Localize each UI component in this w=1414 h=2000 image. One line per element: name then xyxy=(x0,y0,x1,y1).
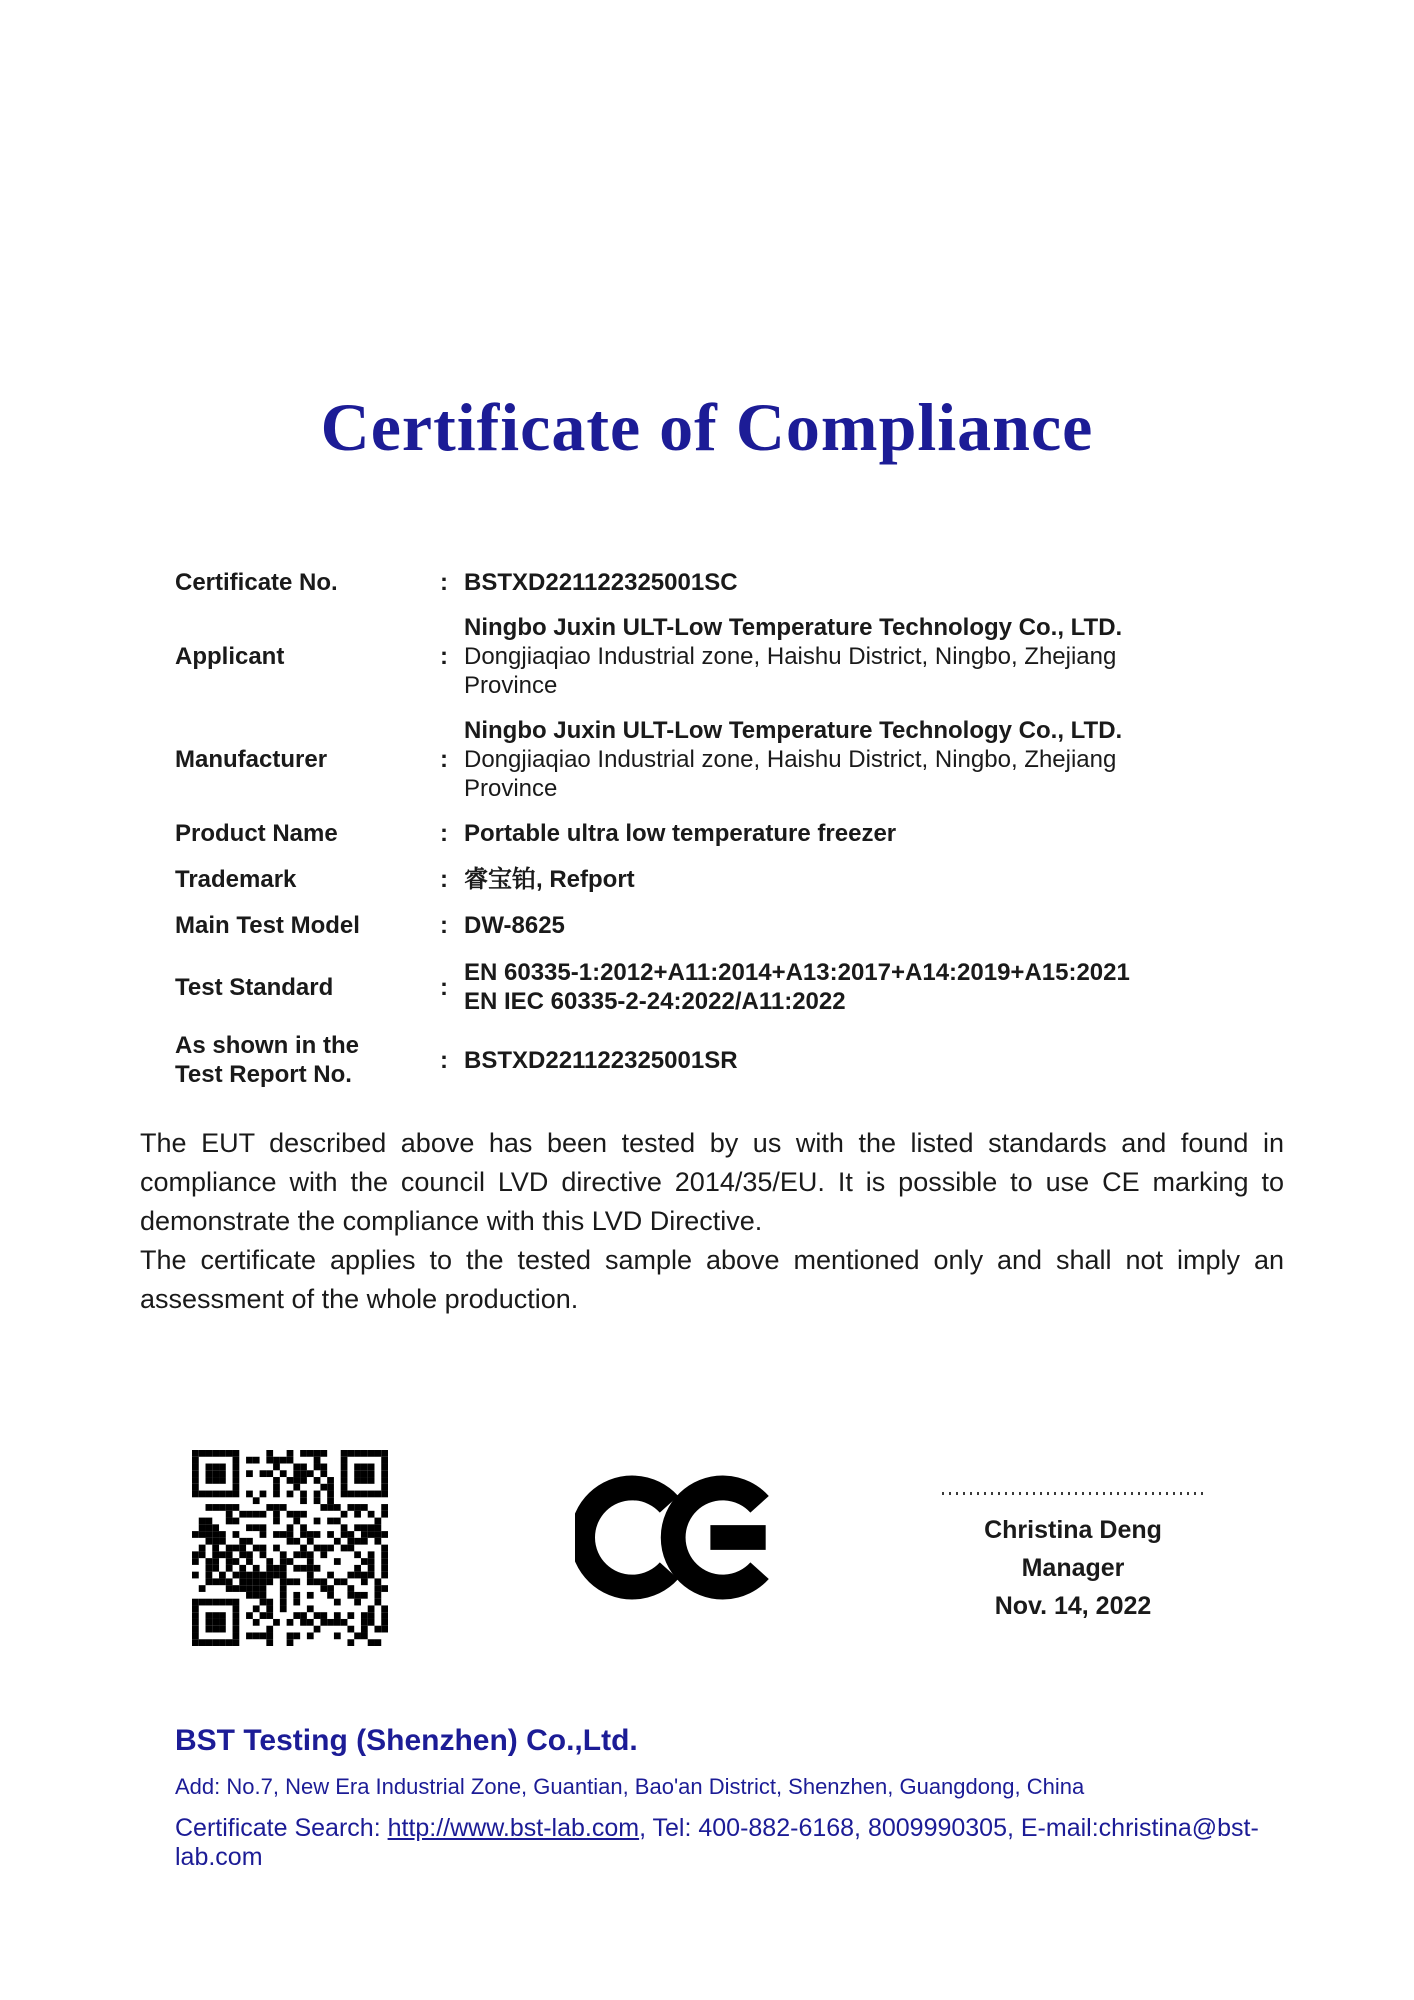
footer-company-name: BST Testing (Shenzhen) Co.,Ltd. xyxy=(175,1724,638,1757)
field-value xyxy=(464,613,1205,700)
field-colon: : xyxy=(440,569,448,596)
field-row-trademark xyxy=(175,865,1205,894)
certificate-search-link[interactable]: http://www.bst-lab.com xyxy=(387,1814,640,1842)
field-colon: : xyxy=(440,912,448,939)
field-colon: : xyxy=(440,820,448,847)
field-colon: : xyxy=(440,1046,448,1074)
manufacturer-address-1: Dongjiaqiao Industrial zone, Haishu District, Ningbo, Zhejiang xyxy=(464,746,1117,773)
field-row-test-standard xyxy=(175,958,1205,1016)
applicant-company: Ningbo Juxin ULT-Low Temperature Technology Co., LTD. xyxy=(464,614,1123,641)
issuer-footer xyxy=(175,1724,1285,1872)
signature-block xyxy=(942,1492,1204,1625)
signatory-name: Christina Deng xyxy=(984,1516,1162,1544)
field-row-certificate-no xyxy=(175,568,1205,597)
field-label: Manufacturer xyxy=(175,746,328,773)
footer-address: Add: No.7, New Era Industrial Zone, Guantian, Bao'an District, Shenzhen, Guangdong, China xyxy=(175,1774,1085,1799)
signatory-role: Manager xyxy=(1021,1554,1125,1582)
field-label: Main Test Model xyxy=(175,912,360,939)
applicant-address-2: Province xyxy=(464,672,558,699)
signature-date: Nov. 14, 2022 xyxy=(994,1592,1152,1620)
field-label: Product Name xyxy=(175,820,338,847)
field-value: DW-8625 xyxy=(464,912,565,939)
field-row-product-name xyxy=(175,819,1205,848)
field-value: 睿宝铂, Refport xyxy=(464,866,635,893)
field-colon: : xyxy=(440,746,448,773)
field-value: BSTXD221122325001SC xyxy=(464,569,738,596)
field-value: Portable ultra low temperature freezer xyxy=(464,820,897,847)
field-row-main-test-model xyxy=(175,911,1205,940)
test-standard-line-2: EN IEC 60335-2-24:2022/A11:2022 xyxy=(464,988,846,1015)
certificate-body-text xyxy=(140,1124,1284,1319)
test-standard-line-1: EN 60335-1:2012+A11:2014+A13:2017+A14:2019+A15:2021 xyxy=(464,959,1130,986)
test-report-label-line-1: As shown in the xyxy=(175,1032,360,1059)
footer-contact-line xyxy=(175,1814,1285,1872)
field-colon: : xyxy=(440,643,448,670)
body-paragraph-2: The certificate applies to the tested sample above mentioned only and shall not imply an assessment of the whole production. xyxy=(140,1245,1284,1314)
test-report-label-line-2: Test Report No. xyxy=(175,1061,352,1088)
field-row-test-report-no xyxy=(175,1031,1205,1089)
field-label xyxy=(175,1031,440,1089)
field-row-manufacturer xyxy=(175,716,1205,803)
applicant-address-1: Dongjiaqiao Industrial zone, Haishu District, Ningbo, Zhejiang xyxy=(464,643,1117,670)
certificate-fields xyxy=(175,568,1205,1105)
field-row-applicant xyxy=(175,613,1205,700)
footer-contact-info: , Tel: 400-882-6168, 8009990305, E-mail:christina@bst-lab.com xyxy=(175,1814,1259,1871)
body-paragraph-1: The EUT described above has been tested by us with the listed standards and found in compliance with the council LVD directive 2014/35/EU. It is possible to use CE marking to demonstrate the compliance with this LVD Directive. xyxy=(140,1128,1284,1236)
field-value xyxy=(464,958,1205,1016)
field-colon: : xyxy=(440,866,448,893)
field-colon: : xyxy=(440,973,448,1001)
field-value xyxy=(464,716,1205,803)
manufacturer-address-2: Province xyxy=(464,775,558,802)
signature-line xyxy=(942,1492,1204,1495)
field-value: BSTXD221122325001SR xyxy=(464,1046,738,1074)
certificate-search-label: Certificate Search: xyxy=(175,1814,388,1842)
ce-mark-icon xyxy=(575,1466,780,1614)
qr-code-image xyxy=(192,1450,388,1646)
page-title: Certificate of Compliance xyxy=(320,389,1094,465)
field-label: Trademark xyxy=(175,866,297,893)
field-label: Applicant xyxy=(175,643,285,670)
field-label: Certificate No. xyxy=(175,569,338,596)
field-label: Test Standard xyxy=(175,973,334,1001)
manufacturer-company: Ningbo Juxin ULT-Low Temperature Technology Co., LTD. xyxy=(464,717,1123,744)
